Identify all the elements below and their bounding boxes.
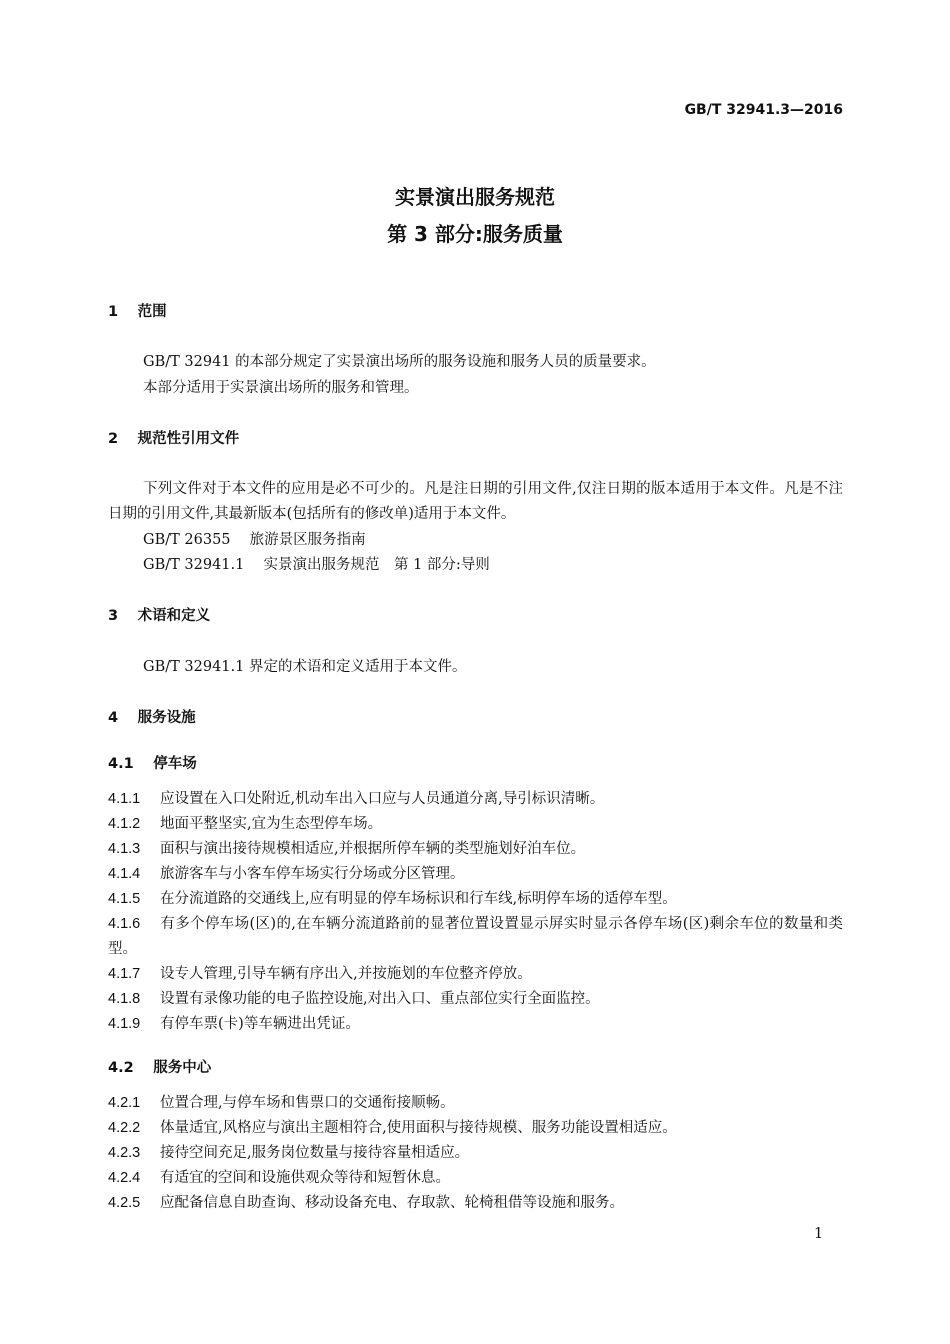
reference-item: GB/T 32941.1 实景演出服务规范 第 1 部分:导则 bbox=[143, 557, 490, 573]
clause-item bbox=[108, 887, 843, 912]
clause-text: 应配备信息自助查询、移动设备充电、存取款、轮椅租借等设施和服务。 bbox=[160, 1195, 624, 1211]
clause-item bbox=[108, 1091, 843, 1116]
reference-item: GB/T 26355 旅游景区服务指南 bbox=[143, 532, 366, 548]
clause-number: 4.1.3 bbox=[108, 841, 141, 857]
clause-item bbox=[108, 962, 843, 987]
clause-item bbox=[108, 812, 843, 837]
clause-number: 4.1.2 bbox=[108, 816, 141, 832]
clause-item bbox=[108, 1166, 843, 1191]
clause-text: 有多个停车场(区)的,在车辆分流道路前的显著位置设置显示屏实时显示各停车场(区)剩余车位的数量和类型。 bbox=[108, 916, 843, 957]
clause-number: 4.1.8 bbox=[108, 991, 141, 1007]
clause-text: 位置合理,与停车场和售票口的交通衔接顺畅。 bbox=[160, 1095, 455, 1111]
clause-number: 4.1.6 bbox=[108, 916, 141, 932]
clause-item bbox=[108, 1191, 843, 1216]
clause-text: 设专人管理,引导车辆有序出入,并按施划的车位整齐停放。 bbox=[160, 966, 532, 982]
section-4-2-heading: 4.2 服务中心 bbox=[108, 1060, 212, 1076]
clause-text: 旅游客车与小客车停车场实行分场或分区管理。 bbox=[160, 866, 465, 882]
clause-number: 4.2.3 bbox=[108, 1145, 141, 1161]
paragraph: 下列文件对于本文件的应用是必不可少的。凡是注日期的引用文件,仅注日期的版本适用于本文件。凡是不注日期的引用文件,其最新版本(包括所有的修改单)适用于本文件。 bbox=[108, 481, 843, 522]
doc-title: 实景演出服务规范 bbox=[395, 185, 555, 209]
clause-item bbox=[108, 837, 843, 862]
clause-item bbox=[108, 987, 843, 1012]
clause-item bbox=[108, 862, 843, 887]
clause-text: 地面平整坚实,宜为生态型停车场。 bbox=[160, 816, 383, 832]
paragraph: GB/T 32941.1 界定的术语和定义适用于本文件。 bbox=[143, 659, 467, 675]
clause-item bbox=[108, 1116, 843, 1141]
clause-number: 4.1.4 bbox=[108, 866, 141, 882]
clause-text: 体量适宜,风格应与演出主题相符合,使用面积与接待规模、服务功能设置相适应。 bbox=[160, 1120, 677, 1136]
clause-number: 4.2.4 bbox=[108, 1170, 141, 1186]
clause-item bbox=[108, 787, 843, 812]
clause-text: 有适宜的空间和设施供观众等待和短暂休息。 bbox=[160, 1170, 450, 1186]
clause-item bbox=[108, 1012, 843, 1037]
section-2-heading: 2 规范性引用文件 bbox=[108, 431, 240, 447]
clause-number: 4.1.9 bbox=[108, 1016, 141, 1032]
clause-item bbox=[108, 1141, 843, 1166]
paragraph: 本部分适用于实景演出场所的服务和管理。 bbox=[143, 380, 419, 396]
clause-number: 4.1.5 bbox=[108, 891, 141, 907]
clause-number: 4.1.1 bbox=[108, 791, 141, 807]
section-1-heading: 1 范围 bbox=[108, 304, 167, 320]
clause-text: 面积与演出接待规模相适应,并根据所停车辆的类型施划好泊车位。 bbox=[160, 841, 586, 857]
clause-text: 在分流道路的交通线上,应有明显的停车场标识和行车线,标明停车场的适停车型。 bbox=[160, 891, 677, 907]
section-3-heading: 3 术语和定义 bbox=[108, 608, 211, 624]
clause-text: 接待空间充足,服务岗位数量与接待容量相适应。 bbox=[160, 1145, 470, 1161]
section-4-heading: 4 服务设施 bbox=[108, 710, 196, 726]
clause-text: 有停车票(卡)等车辆进出凭证。 bbox=[160, 1016, 360, 1032]
clause-number: 4.1.7 bbox=[108, 966, 141, 982]
clause-text: 应设置在入口处附近,机动车出入口应与人员通道分离,导引标识清晰。 bbox=[160, 791, 605, 807]
section-4-1-heading: 4.1 停车场 bbox=[108, 756, 197, 772]
clause-text: 设置有录像功能的电子监控设施,对出入口、重点部位实行全面监控。 bbox=[160, 991, 600, 1007]
page-number: 1 bbox=[814, 1226, 824, 1242]
clause-number: 4.2.5 bbox=[108, 1195, 141, 1211]
clause-number: 4.2.1 bbox=[108, 1095, 141, 1111]
paragraph: GB/T 32941 的本部分规定了实景演出场所的服务设施和服务人员的质量要求。 bbox=[143, 354, 656, 370]
doc-subtitle: 第 3 部分:服务质量 bbox=[387, 222, 563, 246]
clause-number: 4.2.2 bbox=[108, 1120, 141, 1136]
clause-item bbox=[108, 912, 843, 962]
standard-number: GB/T 32941.3—2016 bbox=[684, 102, 843, 118]
